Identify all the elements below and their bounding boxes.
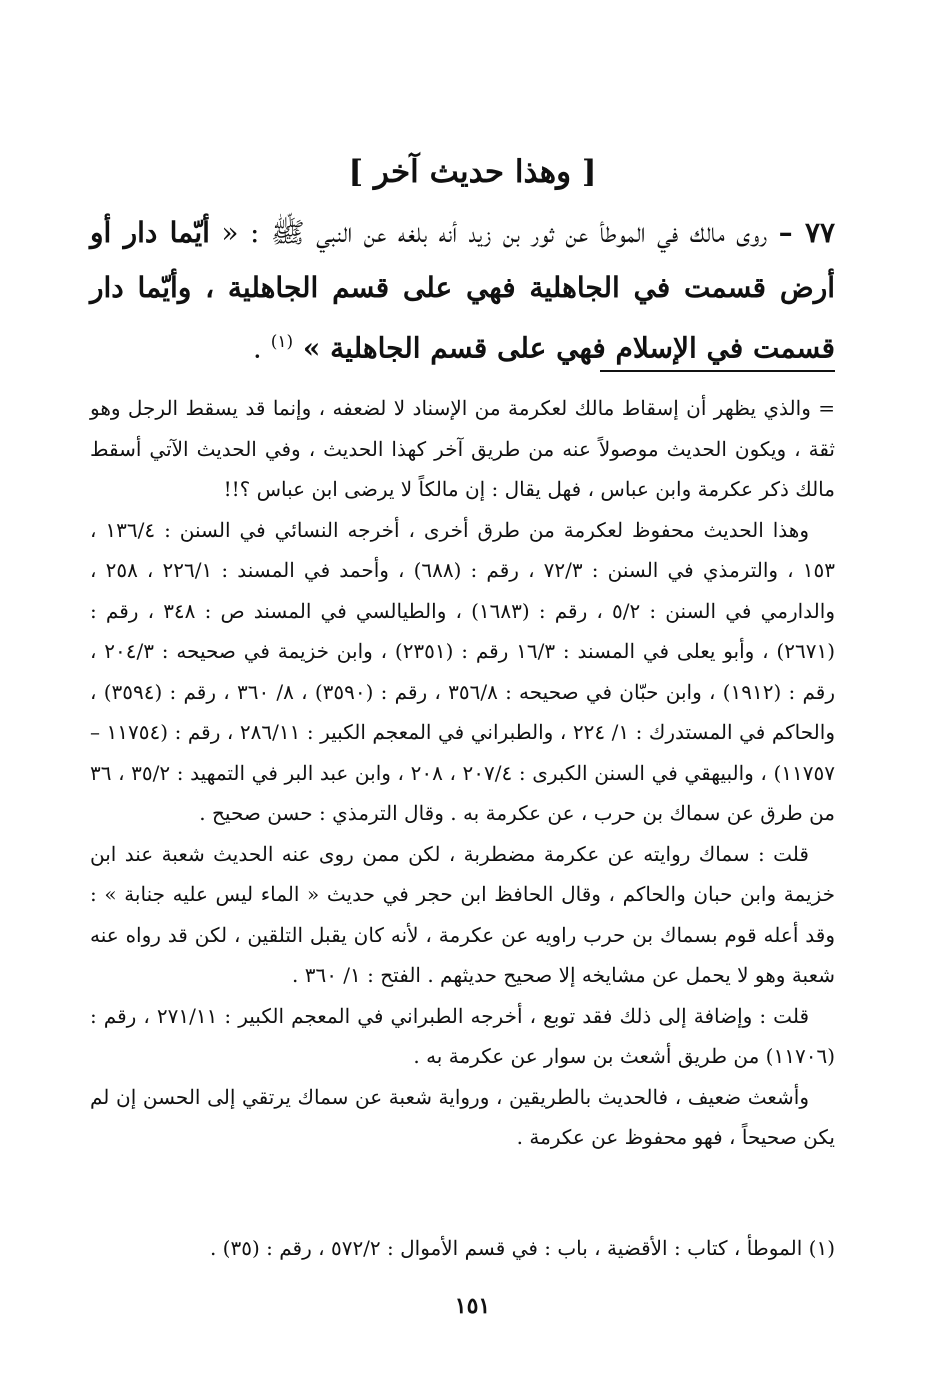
note-paragraph: = والذي يظهر أن إسقاط مالك لعكرمة من الإسناد لا لضعفه ، وإنما قد يسقط الرجل وهو ثقة ، ويكون الحديث موصولاً عنه من طريق آخر كهذا الحديث ، وفي الحديث الآتي أسقط مالك ذكر عكرمة وابن عباس ، فهل يقال : إن مالكاً لا يرضى ابن عباس ؟!! [90,396,835,501]
hadith-text: أيّما دار أو أرض قسمت في الجاهلية فهي على قسم الجاهلية ، وأيّما دار قسمت في الإسلام فهي على قسم الجاهلية » [90,216,835,365]
page-number: ١٥١ [454,1293,491,1319]
footnote-reference[interactable]: (١) [270,332,294,352]
hadith-paragraph [90,205,835,375]
hadith-end: . [252,331,271,365]
hadith-number: ٧٧ – [778,216,836,249]
footnote: (١) الموطأ ، كتاب : الأقضية ، باب : في قسم الأموال : ٥٧٢/٢ ، رقم : (٣٥) . [209,1236,835,1260]
note-paragraph: قلت : وإضافة إلى ذلك فقد توبع ، أخرجه الطبراني في المعجم الكبير : ٢٧١/١١ ، رقم : (١١٧٠٦) من طريق أشعث بن سوار عن عكرمة به . [90,1003,835,1068]
footnote-divider [600,370,835,372]
note-paragraph: وهذا الحديث محفوظ لعكرمة من طرق أخرى ، أخرجه النسائي في السنن : ١٣٦/٤ ، ١٥٣ ، والترمذي في السنن : ٧٢/٣ ، رقم : (٦٨٨) ، وأحمد في المسند : ٢٢٦/١ ، ٢٥٨ ، والدارمي في السنن : ٥/٢ ، رقم : (١٦٨٣) ، والطيالسي في المسند ص : ٣٤٨ ، رقم : (٢٦٧١) ، وأبو يعلى في المسند : ١٦/٣ رقم : (٢٣٥١) ، وابن خزيمة في صحيحه : ٢٠٤/٣ ، رقم : (١٩١٢) ، وابن حبّان في صحيحه : ٣٥٦/٨ ، رقم : (٣٥٩٠) ، ٨/ ٣٦٠ ، رقم : (٣٥٩٤) ، والحاكم في المستدرك : ١/ ٢٢٤ ، والطبراني في المعجم الكبير : ٢٨٦/١١ ، رقم : (١١٧٥٤ – ١١٧٥٧) ، والبيهقي في السنن الكبرى : ٢٠٧/٤ ، ٢٠٨ ، وابن عبد البر في التمهيد : ٣٥/٢ ، ٣٦ من طرق عن سماك بن حرب ، عن عكرمة به . وقال الترمذي : حسن صحيح . [90,517,835,825]
notes-section [90,388,835,1158]
hadith-intro: روى مالك في الموطأ عن ثور بن زيد أنه بلغه عن النبي ﷺ : « [209,216,779,249]
note-paragraph: قلت : سماك روايته عن عكرمة مضطربة ، لكن ممن روى عنه الحديث شعبة عند ابن خزيمة وابن حبان والحاكم ، وقال الحافظ ابن حجر في حديث « الماء ليس عليه جنابة » : وقد أعله قوم بسماك بن حرب راويه عن عكرمة ، لأنه كان يقبل التلقين ، لكن قد رواه عنه شعبة وهو لا يحمل عن مشايخه إلا صحيح حديثهم . الفتح : ١/ ٣٦٠ . [90,841,835,987]
note-paragraph: وأشعث ضعيف ، فالحديث بالطريقين ، ورواية شعبة عن سماك يرتقي إلى الحسن إن لم يكن صحيحاً ، فهو محفوظ عن عكرمة . [90,1084,835,1149]
section-heading: [ وهذا حديث آخر ] [348,154,597,190]
